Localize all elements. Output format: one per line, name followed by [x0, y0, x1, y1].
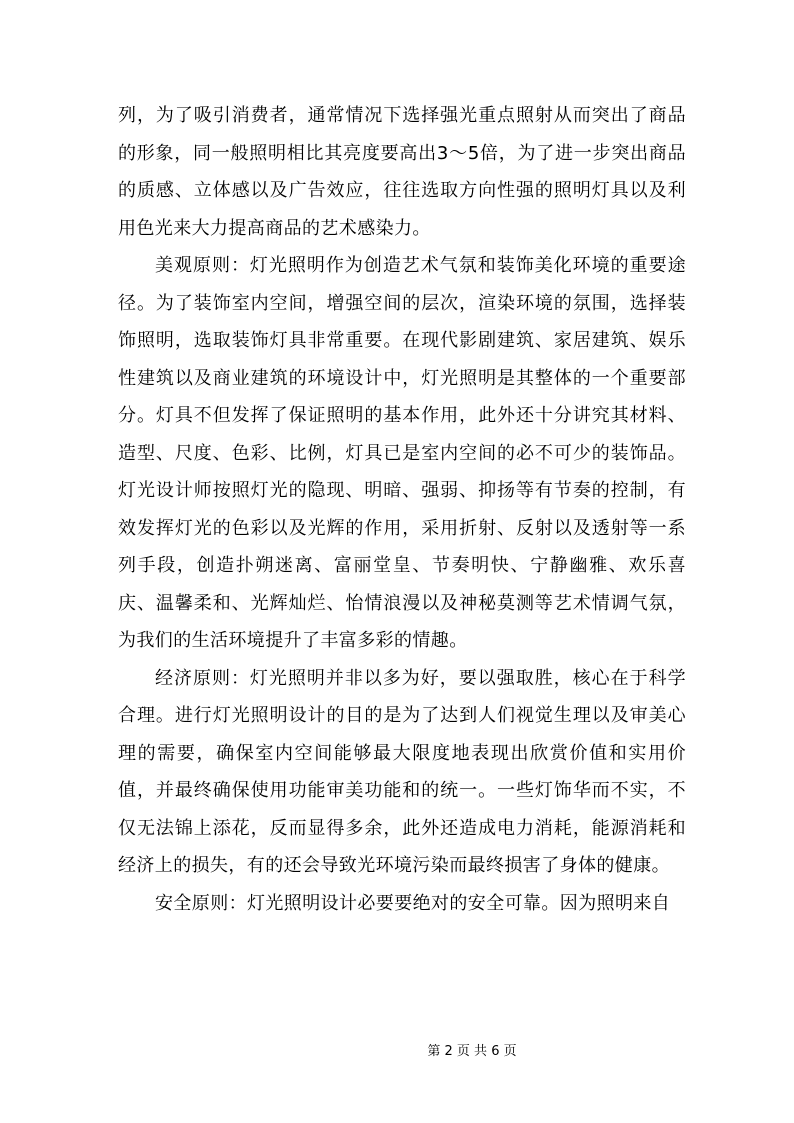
- page-number-footer: 第 2 页 共 6 页: [427, 1044, 517, 1059]
- paragraph-aesthetic-principle: 美观原则：灯光照明作为创造艺术气氛和装饰美化环境的重要途径。为了装饰室内空间，增强空间的层次，渲染环境的氛围，选择装饰照明，选取装饰灯具非常重要。在现代影剧建筑、家居建筑、娱乐性建筑以及商业建筑的环境设计中，灯光照明是其整体的一个重要部分。灯具不但发挥了保证照明的基本作用，此外还十分讲究其材料、造型、尺度、色彩、比例，灯具已是室内空间的必不可少的装饰品。灯光设计师按照灯光的隐现、明暗、强弱、抑扬等有节奏的控制，有效发挥灯光的色彩以及光辉的作用，采用折射、反射以及透射等一系列手段，创造扑朔迷离、富丽堂皇、节奏明快、宁静幽雅、欢乐喜庆、温馨柔和、光辉灿烂、怡情浪漫以及神秘莫测等艺术情调气氛，为我们的生活环境提升了丰富多彩的情趣。: [118, 255, 686, 651]
- paragraph-continuation: 列，为了吸引消费者，通常情况下选择强光重点照射从而突出了商品的形象，同一般照明相比其亮度要高出3～5倍，为了进一步突出商品的质感、立体感以及广告效应，往往选取方向性强的照明灯具以及利用色光来大力提高商品的艺术感染力。: [118, 105, 686, 239]
- document-body: [118, 97, 686, 922]
- paragraph-safety-principle: 安全原则：灯光照明设计必要要绝对的安全可靠。因为照明来自: [155, 892, 671, 914]
- paragraph-economic-principle: 经济原则：灯光照明并非以多为好，要以强取胜，核心在于科学合理。进行灯光照明设计的目的是为了达到人们视觉生理以及审美心理的需要，确保室内空间能够最大限度地表现出欣赏价值和实用价值，并最终确保使用功能审美功能和的统一。一些灯饰华而不实，不仅无法锦上添花，反而显得多余，此外还造成电力消耗，能源消耗和经济上的损失，有的还会导致光环境污染而最终损害了身体的健康。: [118, 667, 686, 876]
